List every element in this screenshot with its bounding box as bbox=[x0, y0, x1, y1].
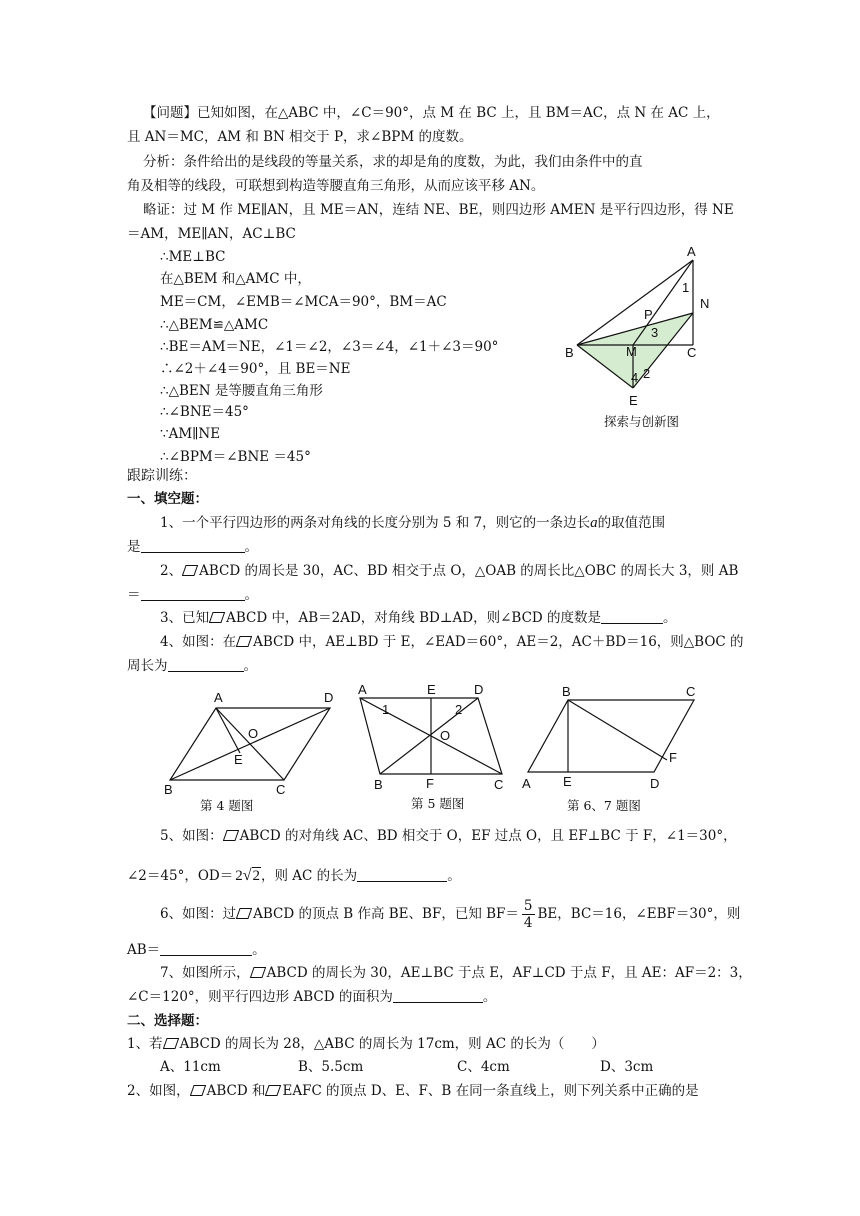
parallelogram-icon bbox=[163, 1038, 179, 1049]
choice-2-text-c: EAFC 的顶点 D、E、F、B 在同一条直线上，则下列关系中正确的是 bbox=[282, 1083, 699, 1099]
fig67-label-F: F bbox=[669, 750, 677, 765]
exploration-figure bbox=[555, 240, 735, 410]
figure-5-caption: 第 5 题图 bbox=[411, 796, 465, 811]
parallelogram-icon bbox=[190, 1085, 206, 1096]
proof-step: ∵AM∥NE bbox=[160, 426, 221, 442]
proof-step: ME＝CM，∠EMB＝∠MCA＝90°，BM＝AC bbox=[160, 294, 447, 310]
question-2-text-c: ＝ bbox=[127, 587, 141, 603]
choice-2-text-a: 2、如图， bbox=[127, 1083, 190, 1099]
section-2-heading: 二、选择题： bbox=[127, 1013, 208, 1029]
answer-blank-4[interactable] bbox=[168, 657, 244, 672]
label-angle-4: 4 bbox=[631, 370, 639, 385]
parallelogram-icon bbox=[236, 636, 252, 647]
question-5-text: ABCD 的对角线 AC、BD 相交于 O，EF 过点 O，且 EF⊥BC 于 F，∠1＝30°， bbox=[239, 828, 737, 844]
label-M: M bbox=[626, 344, 637, 359]
fig4-label-D: D bbox=[324, 690, 334, 705]
fig5-label-C: C bbox=[494, 777, 504, 792]
question-1-cont bbox=[127, 537, 258, 557]
label-A: A bbox=[687, 244, 696, 259]
answer-blank-1[interactable] bbox=[141, 538, 245, 553]
fig4-label-A: A bbox=[214, 690, 223, 705]
proof-step: ∴∠BNE＝45° bbox=[160, 404, 249, 420]
question-7-cont bbox=[127, 987, 496, 1007]
question-7-text: ABCD 的周长为 30，AE⊥BC 于点 E，AF⊥CD 于点 F，且 AE：AF＝2：3， bbox=[266, 965, 752, 981]
fraction-denominator: 4 bbox=[523, 915, 533, 931]
figure-4 bbox=[160, 686, 345, 798]
question-5-text-a: 5、如图： bbox=[160, 828, 223, 844]
analysis-line-2: 角及相等的线段，可联想到构造等腰直角三角形，从而应该平移 AN。 bbox=[127, 178, 545, 194]
label-B: B bbox=[565, 345, 574, 360]
answer-blank-2[interactable] bbox=[141, 586, 245, 601]
question-2-end: 。 bbox=[244, 587, 258, 603]
problem-line-2: 且 AN＝MC，AM 和 BN 相交于 P，求∠BPM 的度数。 bbox=[127, 129, 473, 145]
fig5-label-angle-2: 2 bbox=[455, 702, 463, 717]
choice-1-text: ABCD 的周长为 28，△ABC 的周长为 17cm，则 AC 的长为（ ） bbox=[179, 1036, 605, 1052]
label-E: E bbox=[629, 393, 638, 408]
proof-step: ∴△BEM≌△AMC bbox=[160, 317, 269, 333]
question-7-end: 。 bbox=[482, 989, 497, 1005]
question-5-end: 。 bbox=[447, 868, 461, 884]
label-angle-1: 1 bbox=[682, 280, 690, 295]
choice-2-text-b: ABCD 和 bbox=[206, 1083, 266, 1099]
question-5 bbox=[160, 826, 737, 846]
analysis-line-1: 分析：条件给出的是线段的等量关系，求的却是角的度数，为此，我们由条件中的直 bbox=[143, 154, 643, 170]
fraction-numerator: 5 bbox=[523, 898, 533, 914]
sqrt-expression bbox=[235, 868, 261, 884]
question-7-text-a: 7、如图所示， bbox=[160, 965, 250, 981]
question-5-text-d: ，则 AC 的长为 bbox=[261, 868, 358, 884]
fig5-label-E: E bbox=[427, 682, 436, 697]
fig4-label-O: O bbox=[248, 726, 259, 741]
question-2-text: ABCD 的周长是 30，AC、BD 相交于点 O，△OAB 的周长比△OBC 的周长大 3，则 AB bbox=[199, 563, 739, 579]
proof-line-1: 略证：过 M 作 ME∥AN，且 ME＝AN，连结 NE、BE，则四边形 AMEN 是平行四边形，得 NE bbox=[143, 202, 734, 218]
choice-1-option-c[interactable]: C、4cm bbox=[457, 1059, 510, 1075]
question-4-end: 。 bbox=[243, 658, 257, 674]
figure-4-caption: 第 4 题图 bbox=[200, 798, 254, 813]
question-6 bbox=[160, 896, 740, 932]
question-1-end: 。 bbox=[244, 539, 258, 555]
answer-blank-6[interactable] bbox=[160, 941, 252, 956]
proof-step: ∴∠BPM＝∠BNE ＝45° bbox=[160, 449, 311, 465]
fig67-label-C: C bbox=[686, 684, 696, 699]
sqrt-coefficient: 2 bbox=[235, 868, 243, 884]
question-6-end: 。 bbox=[252, 942, 266, 958]
question-7-text-c: ∠C＝120°，则平行四边形 ABCD 的面积为 bbox=[127, 989, 393, 1005]
question-4-text-c: 周长为 bbox=[127, 658, 168, 674]
parallelogram-icon bbox=[236, 908, 252, 919]
fig4-label-E: E bbox=[234, 752, 243, 767]
parallelogram-icon bbox=[209, 612, 225, 623]
fig67-label-A: A bbox=[522, 776, 531, 791]
question-6-text-a: 6、如图：过 bbox=[160, 906, 237, 922]
question-6-cont bbox=[127, 940, 266, 960]
question-1-text: 1、一个平行四边形的两条对角线的长度分别为 5 和 7，则它的一条边长 bbox=[160, 515, 591, 531]
question-4-text-a: 4、如图：在 bbox=[160, 634, 237, 650]
proof-step: 在△BEM 和△AMC 中， bbox=[160, 271, 311, 287]
tracking-heading: 跟踪训练： bbox=[127, 468, 197, 484]
answer-blank-3[interactable] bbox=[601, 609, 663, 624]
parallelogram-icon bbox=[250, 967, 266, 978]
parallelogram-icon bbox=[265, 1085, 281, 1096]
question-3-text-a: 3、已知 bbox=[160, 610, 210, 626]
question-1-text-c: 是 bbox=[127, 539, 141, 555]
figure-6-7-caption: 第 6、7 题图 bbox=[567, 798, 641, 813]
question-6-text-c: BE，BC＝16，∠EBF＝30°，则 bbox=[537, 906, 741, 922]
question-3-end: 。 bbox=[663, 610, 677, 626]
question-1-text-b: 的取值范围 bbox=[597, 515, 666, 531]
label-P: P bbox=[644, 307, 653, 322]
figure-5 bbox=[352, 680, 514, 796]
fig5-label-F: F bbox=[426, 776, 434, 791]
variable-a: a bbox=[590, 515, 598, 531]
question-3 bbox=[160, 608, 677, 628]
problem-line-1: 【问题】已知如图，在△ABC 中，∠C＝90°，点 M 在 BC 上，且 BM＝AC，点 N 在 AC 上， bbox=[143, 105, 720, 121]
choice-1-option-d[interactable]: D、3cm bbox=[600, 1059, 654, 1075]
question-4-text: ABCD 中，AE⊥BD 于 E，∠EAD＝60°，AE＝2，AC＋BD＝16，则△BOC 的 bbox=[253, 634, 744, 650]
fig67-label-B: B bbox=[562, 684, 571, 699]
choice-question-1 bbox=[127, 1034, 605, 1054]
answer-blank-7[interactable] bbox=[393, 988, 483, 1003]
fig4-label-B: B bbox=[164, 782, 173, 797]
fig5-label-D: D bbox=[474, 682, 484, 697]
fig4-label-C: C bbox=[276, 782, 286, 797]
question-3-text: ABCD 中，AB＝2AD，对角线 BD⊥AD，则∠BCD 的度数是 bbox=[226, 610, 602, 626]
question-6-text: ABCD 的顶点 B 作高 BE、BF，已知 BF＝ bbox=[253, 906, 519, 922]
question-6-text-d: AB＝ bbox=[127, 942, 161, 958]
choice-1-option-a[interactable]: A、11cm bbox=[160, 1059, 221, 1075]
section-1-heading: 一、填空题： bbox=[127, 491, 208, 507]
question-5-text-c: ∠2＝45°，OD＝ bbox=[127, 868, 234, 884]
question-2 bbox=[160, 561, 738, 581]
figure-6-7 bbox=[516, 682, 706, 796]
label-N: N bbox=[700, 296, 710, 311]
proof-step: ∴∠2＋∠4＝90°，且 BE＝NE bbox=[160, 361, 351, 377]
choice-1-option-b[interactable]: B、5.5cm bbox=[298, 1059, 364, 1075]
fig5-label-A: A bbox=[358, 682, 367, 697]
label-angle-2: 2 bbox=[643, 366, 651, 381]
parallelogram-icon bbox=[223, 830, 239, 841]
sqrt-icon: √ bbox=[242, 867, 252, 884]
fig5-label-angle-1: 1 bbox=[382, 702, 390, 717]
fraction bbox=[522, 898, 535, 931]
parallelogram-icon bbox=[182, 565, 198, 576]
proof-step: ∴BE＝AM＝NE，∠1＝∠2，∠3＝∠4，∠1＋∠3＝90° bbox=[160, 339, 499, 355]
fig67-label-D: D bbox=[650, 776, 660, 791]
proof-step: ∴ME⊥BC bbox=[160, 249, 226, 265]
fig67-label-E: E bbox=[563, 774, 572, 789]
choice-1-text-a: 1、若 bbox=[127, 1036, 163, 1052]
question-2-num: 2、 bbox=[160, 563, 183, 579]
question-5-cont bbox=[127, 864, 461, 888]
question-1 bbox=[160, 513, 665, 533]
answer-blank-5[interactable] bbox=[357, 867, 447, 882]
question-4-cont bbox=[127, 656, 257, 676]
question-7 bbox=[160, 963, 752, 983]
proof-line-2: ＝AM，ME∥AN，AC⊥BC bbox=[127, 226, 296, 242]
label-C: C bbox=[687, 345, 697, 360]
label-angle-3: 3 bbox=[651, 325, 659, 340]
exploration-figure-caption: 探索与创新图 bbox=[604, 414, 680, 429]
proof-step: ∴△BEN 是等腰直角三角形 bbox=[160, 383, 323, 399]
fig5-label-O: O bbox=[440, 728, 451, 743]
question-2-cont bbox=[127, 585, 258, 605]
choice-question-2 bbox=[127, 1081, 699, 1101]
fig5-label-B: B bbox=[374, 777, 383, 792]
question-4 bbox=[160, 632, 744, 652]
sqrt-radicand: 2 bbox=[252, 868, 261, 884]
